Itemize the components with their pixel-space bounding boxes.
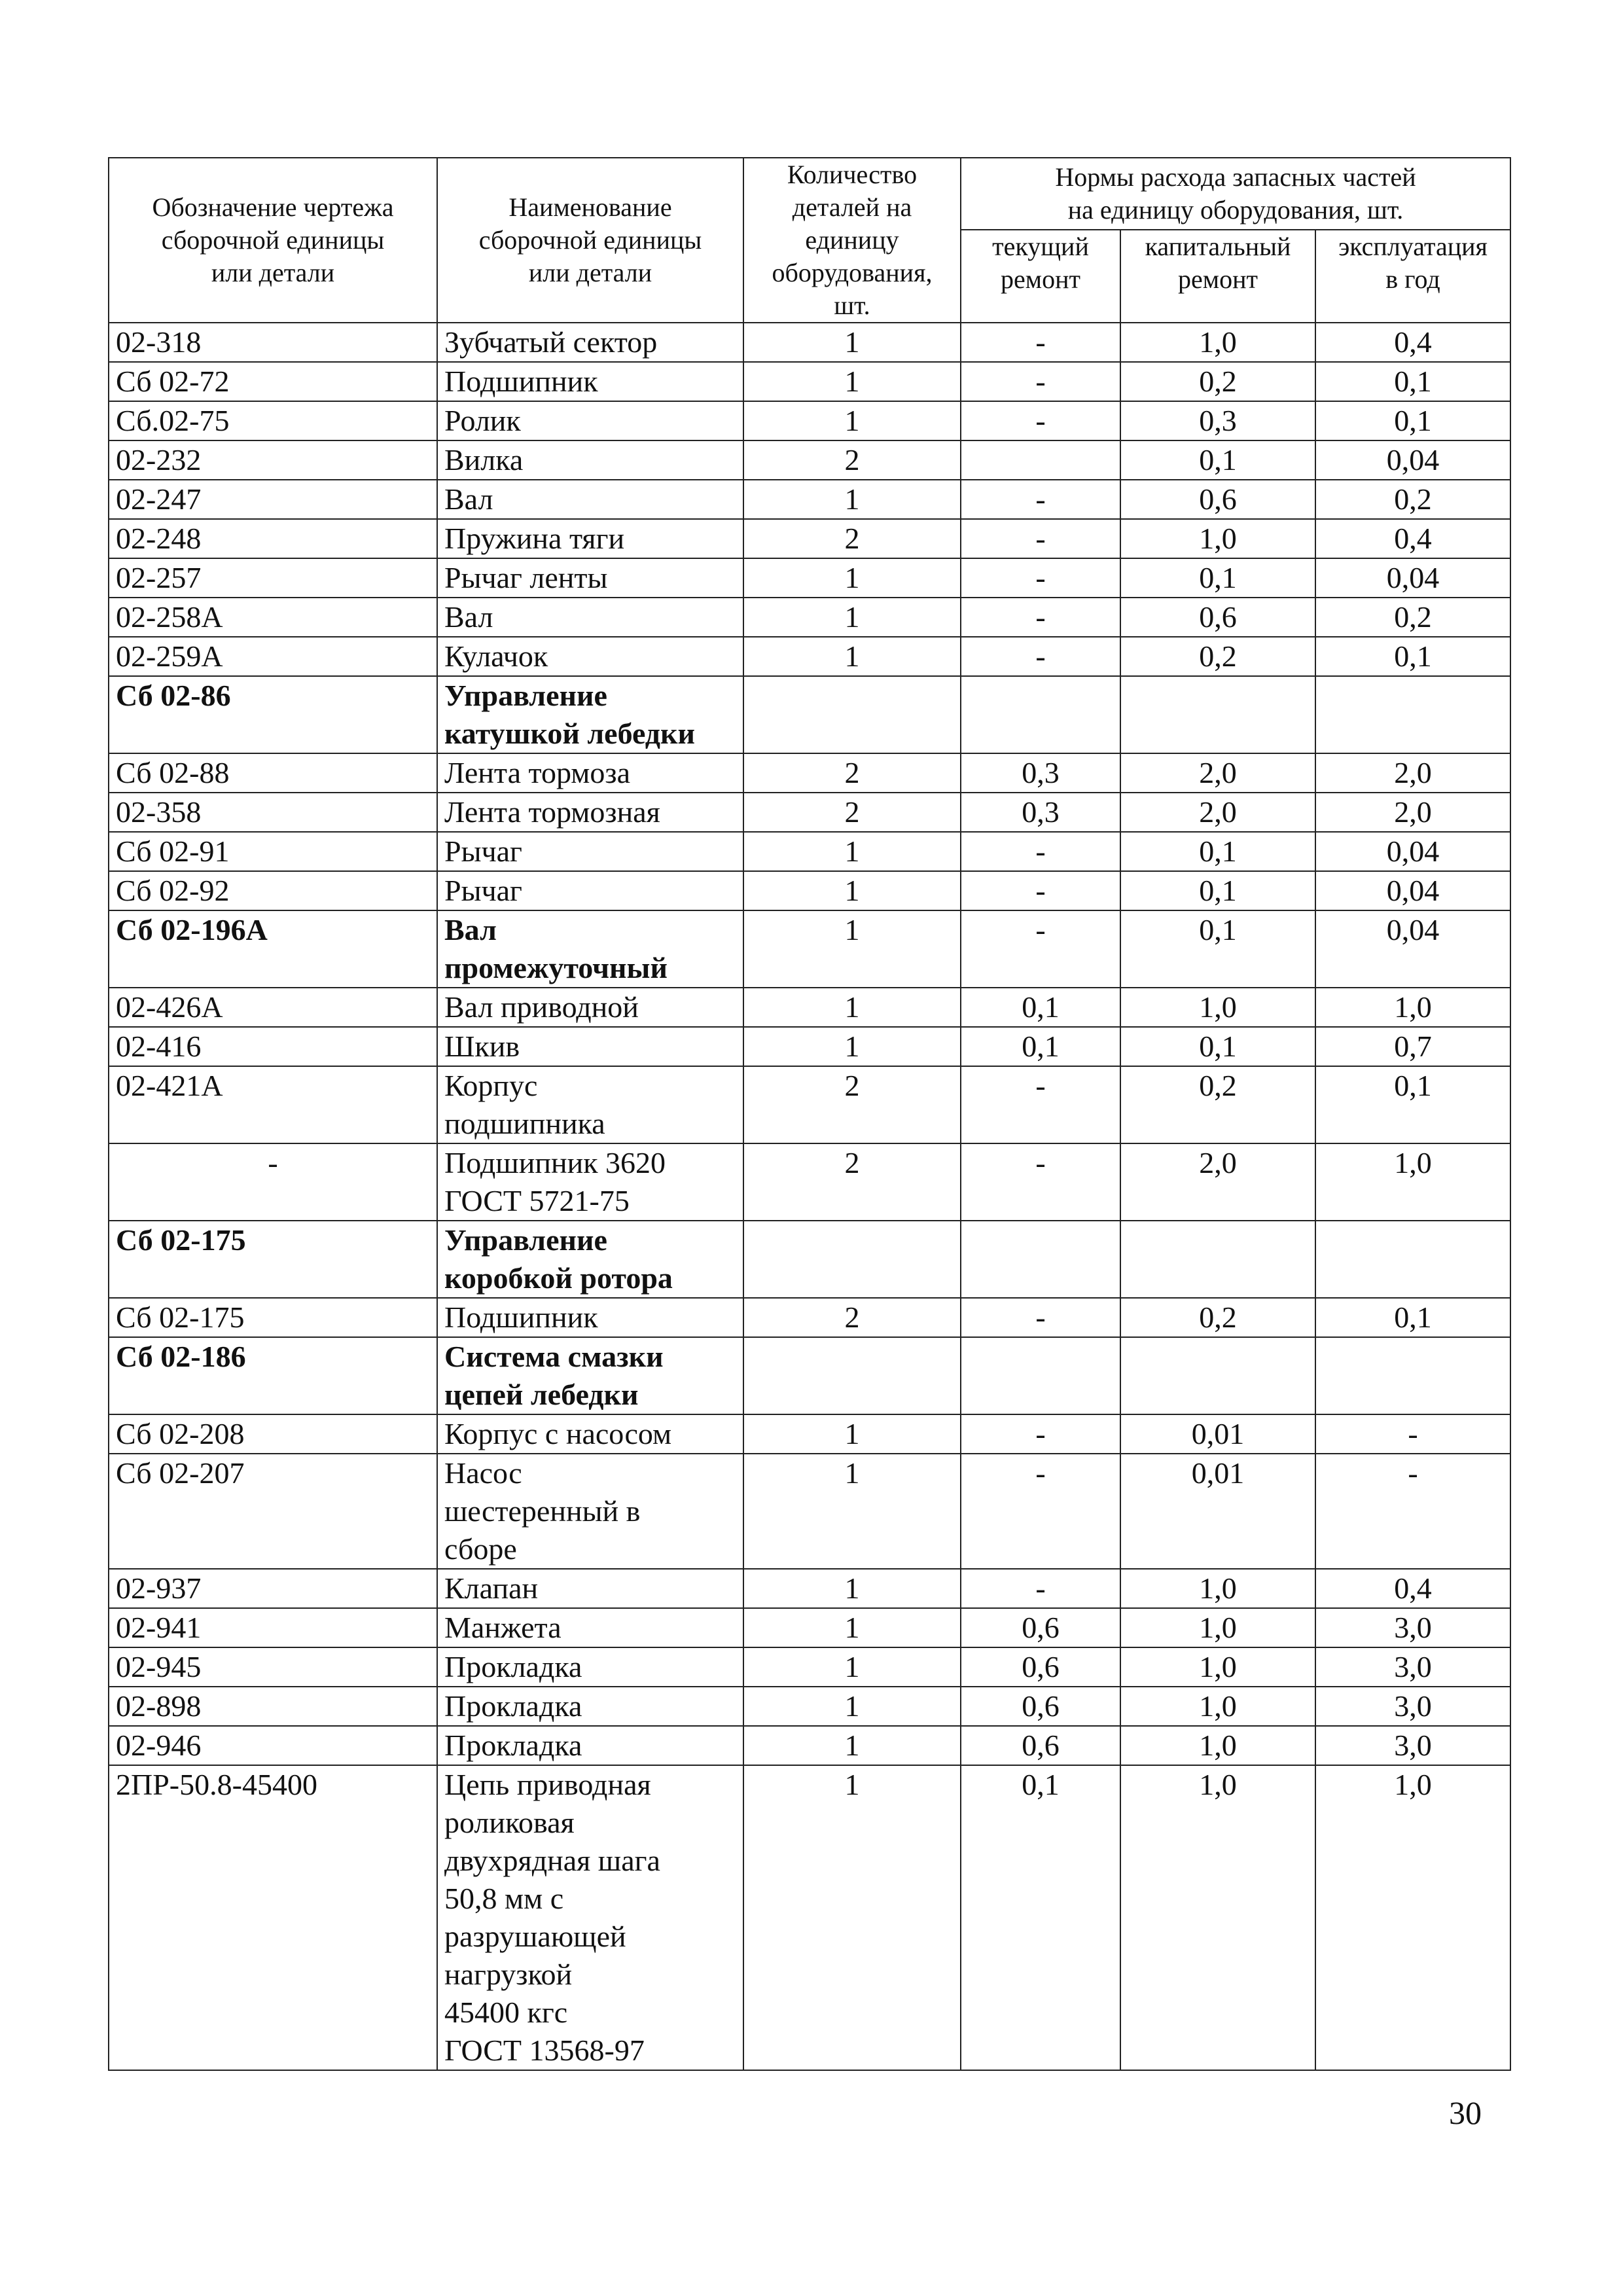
cell-quantity: 1 xyxy=(743,323,961,362)
cell-capital-repair: 0,1 xyxy=(1120,558,1315,598)
cell-code: 02-416 xyxy=(109,1027,437,1066)
cell-capital-repair: 0,01 xyxy=(1120,1414,1315,1454)
spare-parts-table xyxy=(108,157,1511,2071)
cell-capital-repair: 0,2 xyxy=(1120,1066,1315,1143)
cell-operation-per-year xyxy=(1315,1337,1510,1414)
cell-current-repair: 0,3 xyxy=(961,793,1120,832)
cell-capital-repair: 0,6 xyxy=(1120,598,1315,637)
cell-capital-repair xyxy=(1120,676,1315,753)
cell-operation-per-year xyxy=(1315,676,1510,753)
cell-name: Управление коробкой ротора xyxy=(437,1221,743,1298)
cell-operation-per-year: 0,2 xyxy=(1315,480,1510,519)
table-row xyxy=(109,480,1510,519)
cell-operation-per-year: 1,0 xyxy=(1315,1143,1510,1221)
cell-code: 02-421А xyxy=(109,1066,437,1143)
cell-operation-per-year: 2,0 xyxy=(1315,793,1510,832)
cell-operation-per-year: 2,0 xyxy=(1315,753,1510,793)
cell-current-repair: - xyxy=(961,323,1120,362)
cell-quantity: 1 xyxy=(743,832,961,871)
cell-name: Цепь приводная роликовая двухрядная шага 50,8 мм с разрушающей нагрузкой 45400 кгс ГОСТ 13568-97 xyxy=(437,1765,743,2070)
cell-operation-per-year: 0,2 xyxy=(1315,598,1510,637)
table-row xyxy=(109,1726,1510,1765)
header-code: Обозначение чертежа сборочной единицы или детали xyxy=(109,158,437,323)
cell-quantity: 1 xyxy=(743,910,961,988)
cell-capital-repair: 1,0 xyxy=(1120,1608,1315,1647)
cell-capital-repair: 1,0 xyxy=(1120,1647,1315,1687)
cell-current-repair xyxy=(961,440,1120,480)
cell-current-repair: - xyxy=(961,1454,1120,1569)
cell-capital-repair: 1,0 xyxy=(1120,1569,1315,1608)
cell-code: 02-898 xyxy=(109,1687,437,1726)
cell-name: Пружина тяги xyxy=(437,519,743,558)
table-row xyxy=(109,1647,1510,1687)
cell-operation-per-year: 3,0 xyxy=(1315,1726,1510,1765)
cell-operation-per-year: 3,0 xyxy=(1315,1647,1510,1687)
cell-name: Рычаг xyxy=(437,871,743,910)
cell-current-repair: - xyxy=(961,871,1120,910)
cell-quantity: 2 xyxy=(743,1066,961,1143)
cell-operation-per-year: 0,1 xyxy=(1315,362,1510,401)
cell-current-repair: - xyxy=(961,910,1120,988)
cell-current-repair: - xyxy=(961,1414,1120,1454)
cell-capital-repair: 2,0 xyxy=(1120,793,1315,832)
header-name: Наименование сборочной единицы или детали xyxy=(437,158,743,323)
cell-quantity xyxy=(743,1337,961,1414)
table-row xyxy=(109,1454,1510,1569)
cell-name: Лента тормоза xyxy=(437,753,743,793)
cell-quantity: 1 xyxy=(743,1454,961,1569)
cell-capital-repair: 0,2 xyxy=(1120,362,1315,401)
cell-quantity xyxy=(743,676,961,753)
cell-operation-per-year: 3,0 xyxy=(1315,1687,1510,1726)
cell-quantity: 1 xyxy=(743,401,961,440)
table-row xyxy=(109,440,1510,480)
cell-capital-repair: 1,0 xyxy=(1120,1687,1315,1726)
cell-name: Ролик xyxy=(437,401,743,440)
cell-capital-repair: 0,1 xyxy=(1120,910,1315,988)
cell-capital-repair: 0,1 xyxy=(1120,1027,1315,1066)
cell-name: Вал xyxy=(437,480,743,519)
cell-capital-repair: 0,2 xyxy=(1120,1298,1315,1337)
cell-name: Рычаг ленты xyxy=(437,558,743,598)
cell-name: Управление катушкой лебедки xyxy=(437,676,743,753)
cell-current-repair: - xyxy=(961,832,1120,871)
cell-name: Насос шестеренный в сборе xyxy=(437,1454,743,1569)
cell-capital-repair: 1,0 xyxy=(1120,988,1315,1027)
cell-current-repair: - xyxy=(961,362,1120,401)
cell-name: Корпус с насосом xyxy=(437,1414,743,1454)
table-row xyxy=(109,1687,1510,1726)
cell-current-repair: - xyxy=(961,1143,1120,1221)
cell-name: Вилка xyxy=(437,440,743,480)
cell-code: 2ПР-50.8-45400 xyxy=(109,1765,437,2070)
cell-quantity: 1 xyxy=(743,871,961,910)
header-norms: Нормы расхода запасных частей на единицу оборудования, шт. xyxy=(961,158,1510,230)
cell-name: Вал xyxy=(437,598,743,637)
table-row xyxy=(109,1298,1510,1337)
cell-operation-per-year: 0,1 xyxy=(1315,401,1510,440)
cell-code: 02-232 xyxy=(109,440,437,480)
cell-current-repair: - xyxy=(961,598,1120,637)
cell-quantity: 2 xyxy=(743,519,961,558)
cell-code: 02-257 xyxy=(109,558,437,598)
cell-code: 02-248 xyxy=(109,519,437,558)
cell-capital-repair: 1,0 xyxy=(1120,1765,1315,2070)
table-row xyxy=(109,676,1510,753)
cell-quantity: 2 xyxy=(743,1298,961,1337)
cell-code: Сб 02-88 xyxy=(109,753,437,793)
cell-quantity: 2 xyxy=(743,440,961,480)
cell-capital-repair: 1,0 xyxy=(1120,323,1315,362)
cell-quantity: 1 xyxy=(743,362,961,401)
cell-operation-per-year: 0,04 xyxy=(1315,558,1510,598)
cell-code: Сб 02-207 xyxy=(109,1454,437,1569)
cell-operation-per-year: - xyxy=(1315,1414,1510,1454)
cell-capital-repair: 0,6 xyxy=(1120,480,1315,519)
cell-quantity: 1 xyxy=(743,480,961,519)
cell-capital-repair: 0,3 xyxy=(1120,401,1315,440)
cell-name: Система смазки цепей лебедки xyxy=(437,1337,743,1414)
cell-current-repair: - xyxy=(961,558,1120,598)
cell-code: Сб 02-86 xyxy=(109,676,437,753)
cell-code: - xyxy=(109,1143,437,1221)
cell-capital-repair: 0,01 xyxy=(1120,1454,1315,1569)
table-row xyxy=(109,519,1510,558)
cell-quantity: 1 xyxy=(743,1726,961,1765)
cell-code: 02-247 xyxy=(109,480,437,519)
table-row xyxy=(109,1066,1510,1143)
table-header xyxy=(109,158,1510,323)
cell-current-repair: - xyxy=(961,1569,1120,1608)
cell-name: Кулачок xyxy=(437,637,743,676)
cell-name: Рычаг xyxy=(437,832,743,871)
cell-capital-repair: 1,0 xyxy=(1120,1726,1315,1765)
cell-current-repair xyxy=(961,1337,1120,1414)
table-row xyxy=(109,323,1510,362)
cell-operation-per-year: 0,1 xyxy=(1315,1298,1510,1337)
cell-quantity: 1 xyxy=(743,1687,961,1726)
cell-code: 02-937 xyxy=(109,1569,437,1608)
cell-name: Прокладка xyxy=(437,1687,743,1726)
cell-current-repair: - xyxy=(961,519,1120,558)
table-row xyxy=(109,1608,1510,1647)
header-operation-per-year: эксплуатация в год xyxy=(1315,230,1510,323)
cell-capital-repair xyxy=(1120,1221,1315,1298)
cell-operation-per-year: 0,04 xyxy=(1315,871,1510,910)
cell-code: 02-358 xyxy=(109,793,437,832)
cell-quantity: 1 xyxy=(743,1765,961,2070)
table-row xyxy=(109,598,1510,637)
cell-code: Сб 02-208 xyxy=(109,1414,437,1454)
table-row xyxy=(109,1569,1510,1608)
cell-operation-per-year xyxy=(1315,1221,1510,1298)
table-row xyxy=(109,401,1510,440)
cell-capital-repair: 0,1 xyxy=(1120,832,1315,871)
cell-name: Подшипник 3620 ГОСТ 5721-75 xyxy=(437,1143,743,1221)
cell-current-repair: - xyxy=(961,401,1120,440)
cell-code: 02-426А xyxy=(109,988,437,1027)
cell-current-repair: 0,6 xyxy=(961,1687,1120,1726)
cell-code: 02-318 xyxy=(109,323,437,362)
cell-capital-repair: 2,0 xyxy=(1120,1143,1315,1221)
cell-capital-repair: 0,1 xyxy=(1120,871,1315,910)
spare-parts-table-sheet xyxy=(108,157,1510,2071)
cell-name: Манжета xyxy=(437,1608,743,1647)
table-row xyxy=(109,558,1510,598)
cell-name: Клапан xyxy=(437,1569,743,1608)
cell-name: Вал промежуточный xyxy=(437,910,743,988)
cell-operation-per-year: 1,0 xyxy=(1315,988,1510,1027)
cell-code: 02-945 xyxy=(109,1647,437,1687)
cell-quantity: 1 xyxy=(743,1608,961,1647)
cell-code: 02-941 xyxy=(109,1608,437,1647)
cell-quantity: 1 xyxy=(743,558,961,598)
cell-name: Лента тормозная xyxy=(437,793,743,832)
table-row xyxy=(109,362,1510,401)
cell-current-repair xyxy=(961,676,1120,753)
cell-quantity: 1 xyxy=(743,598,961,637)
table-row xyxy=(109,1414,1510,1454)
cell-name: Вал приводной xyxy=(437,988,743,1027)
cell-operation-per-year: 0,04 xyxy=(1315,440,1510,480)
table-row xyxy=(109,988,1510,1027)
cell-operation-per-year: 1,0 xyxy=(1315,1765,1510,2070)
cell-code: Сб 02-196А xyxy=(109,910,437,988)
cell-name: Подшипник xyxy=(437,362,743,401)
cell-operation-per-year: 0,04 xyxy=(1315,832,1510,871)
cell-current-repair: 0,1 xyxy=(961,988,1120,1027)
cell-code: 02-259А xyxy=(109,637,437,676)
cell-code: Сб 02-175 xyxy=(109,1298,437,1337)
cell-current-repair: 0,1 xyxy=(961,1027,1120,1066)
header-quantity: Количество деталей на единицу оборудования, шт. xyxy=(743,158,961,323)
cell-current-repair: - xyxy=(961,1066,1120,1143)
cell-capital-repair: 2,0 xyxy=(1120,753,1315,793)
cell-quantity: 2 xyxy=(743,793,961,832)
cell-current-repair: 0,3 xyxy=(961,753,1120,793)
cell-operation-per-year: - xyxy=(1315,1454,1510,1569)
cell-current-repair: - xyxy=(961,637,1120,676)
cell-code: Сб.02-75 xyxy=(109,401,437,440)
table-row xyxy=(109,637,1510,676)
table-row xyxy=(109,793,1510,832)
cell-operation-per-year: 0,7 xyxy=(1315,1027,1510,1066)
cell-operation-per-year: 0,1 xyxy=(1315,1066,1510,1143)
table-row xyxy=(109,1221,1510,1298)
cell-name: Прокладка xyxy=(437,1647,743,1687)
header-capital-repair: капитальный ремонт xyxy=(1120,230,1315,323)
cell-quantity: 1 xyxy=(743,988,961,1027)
cell-code: Сб 02-91 xyxy=(109,832,437,871)
page-number: 30 xyxy=(1449,2094,1482,2131)
cell-current-repair: - xyxy=(961,480,1120,519)
table-row xyxy=(109,1337,1510,1414)
cell-quantity: 1 xyxy=(743,1027,961,1066)
cell-capital-repair xyxy=(1120,1337,1315,1414)
cell-name: Прокладка xyxy=(437,1726,743,1765)
cell-quantity: 1 xyxy=(743,637,961,676)
table-row xyxy=(109,871,1510,910)
cell-current-repair: - xyxy=(961,1298,1120,1337)
cell-operation-per-year: 0,04 xyxy=(1315,910,1510,988)
cell-quantity: 2 xyxy=(743,753,961,793)
cell-name: Подшипник xyxy=(437,1298,743,1337)
cell-capital-repair: 0,1 xyxy=(1120,440,1315,480)
table-row xyxy=(109,753,1510,793)
cell-quantity: 1 xyxy=(743,1569,961,1608)
table-row xyxy=(109,1027,1510,1066)
cell-current-repair xyxy=(961,1221,1120,1298)
cell-code: Сб 02-175 xyxy=(109,1221,437,1298)
cell-operation-per-year: 0,4 xyxy=(1315,1569,1510,1608)
cell-code: Сб 02-186 xyxy=(109,1337,437,1414)
cell-operation-per-year: 3,0 xyxy=(1315,1608,1510,1647)
cell-operation-per-year: 0,1 xyxy=(1315,637,1510,676)
cell-quantity xyxy=(743,1221,961,1298)
cell-quantity: 1 xyxy=(743,1414,961,1454)
table-row xyxy=(109,1765,1510,2070)
cell-quantity: 2 xyxy=(743,1143,961,1221)
table-row xyxy=(109,1143,1510,1221)
table-row xyxy=(109,832,1510,871)
cell-current-repair: 0,1 xyxy=(961,1765,1120,2070)
cell-current-repair: 0,6 xyxy=(961,1647,1120,1687)
cell-quantity: 1 xyxy=(743,1647,961,1687)
cell-code: 02-258А xyxy=(109,598,437,637)
cell-name: Зубчатый сектор xyxy=(437,323,743,362)
cell-current-repair: 0,6 xyxy=(961,1726,1120,1765)
cell-code: 02-946 xyxy=(109,1726,437,1765)
cell-capital-repair: 0,2 xyxy=(1120,637,1315,676)
cell-capital-repair: 1,0 xyxy=(1120,519,1315,558)
cell-code: Сб 02-72 xyxy=(109,362,437,401)
cell-operation-per-year: 0,4 xyxy=(1315,323,1510,362)
cell-operation-per-year: 0,4 xyxy=(1315,519,1510,558)
table-row xyxy=(109,910,1510,988)
cell-name: Корпус подшипника xyxy=(437,1066,743,1143)
table-body xyxy=(109,323,1510,2070)
cell-name: Шкив xyxy=(437,1027,743,1066)
header-current-repair: текущий ремонт xyxy=(961,230,1120,323)
cell-code: Сб 02-92 xyxy=(109,871,437,910)
cell-current-repair: 0,6 xyxy=(961,1608,1120,1647)
